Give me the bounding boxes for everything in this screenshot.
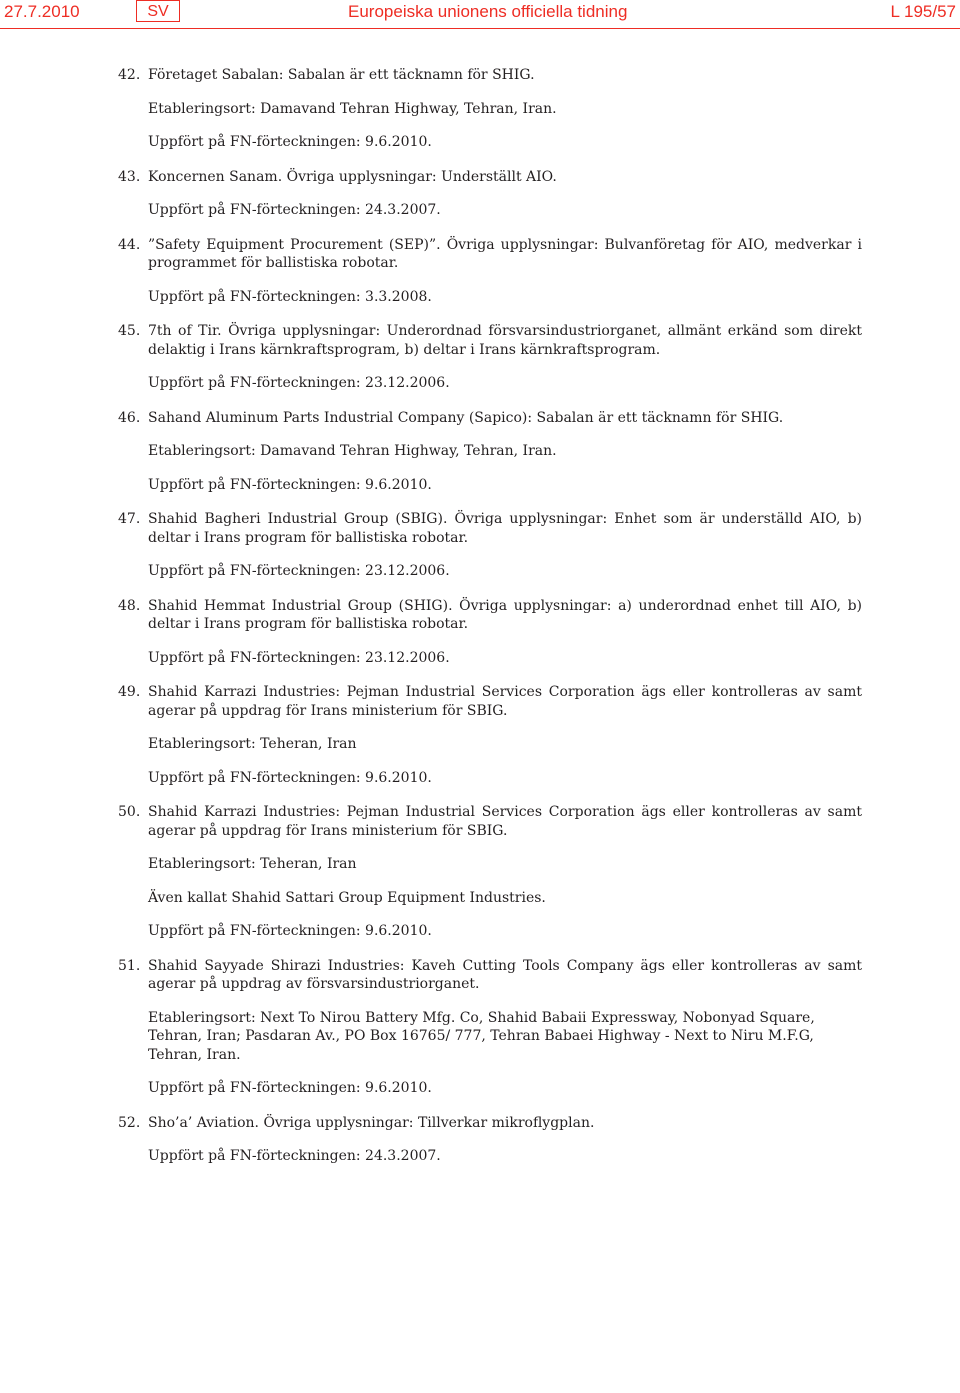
entry-number: 48. <box>118 597 141 614</box>
list-item <box>118 66 862 152</box>
list-item <box>118 683 862 787</box>
list-item <box>118 957 862 1098</box>
entry-text: Sahand Aluminum Parts Industrial Company (Sapico): Sabalan är ett täcknamn för SHIG. <box>148 409 784 426</box>
entry-heading <box>118 957 862 994</box>
entry-number: 45. <box>118 323 141 339</box>
list-item <box>118 510 862 581</box>
entry-detail: Uppfört på FN-förteckningen: 9.6.2010. <box>148 476 432 493</box>
entry-text: Shahid Karrazi Industries: Pejman Industrial Services Corporation ägs eller kontrolleras av samt agerar på uppdrag för Irans ministerium för SBIG. <box>148 804 862 839</box>
list-item <box>118 409 862 495</box>
entry-text: Shahid Hemmat Industrial Group (SHIG). Övriga upplysningar: a) underordnad enhet till AIO, b) deltar i Irans program för ballistiska robotar. <box>148 597 862 632</box>
entry-heading <box>118 236 862 273</box>
entry-heading <box>118 683 862 720</box>
entry-heading <box>118 803 862 840</box>
entry-detail: Uppfört på FN-förteckningen: 9.6.2010. <box>148 769 432 786</box>
entry-detail: Etableringsort: Damavand Tehran Highway, Tehran, Iran. <box>148 100 557 117</box>
entry-heading <box>118 510 862 547</box>
list-item <box>118 803 862 941</box>
entry-detail: Uppfört på FN-förteckningen: 9.6.2010. <box>148 1080 432 1096</box>
entry-number: 46. <box>118 409 141 426</box>
entry-text: Sho’a’ Aviation. Övriga upplysningar: Tillverkar mikroflygplan. <box>148 1114 595 1131</box>
entry-number: 50. <box>118 804 141 820</box>
entry-number: 51. <box>118 957 141 974</box>
entry-heading <box>118 168 862 187</box>
header-divider <box>0 28 960 29</box>
entry-detail: Uppfört på FN-förteckningen: 23.12.2006. <box>148 375 450 391</box>
entry-detail: Uppfört på FN-förteckningen: 3.3.2008. <box>148 288 432 305</box>
entry-detail: Uppfört på FN-förteckningen: 9.6.2010. <box>148 923 432 939</box>
entry-detail: Även kallat Shahid Sattari Group Equipment Industries. <box>148 889 546 906</box>
entry-detail: Uppfört på FN-förteckningen: 23.12.2006. <box>148 649 450 666</box>
entry-heading <box>118 597 862 634</box>
list-item <box>118 236 862 307</box>
language-badge: SV <box>136 0 180 22</box>
entry-text: Företaget Sabalan: Sabalan är ett täcknamn för SHIG. <box>148 67 535 83</box>
list-item <box>118 597 862 668</box>
entry-number: 52. <box>118 1114 141 1131</box>
entry-number: 43. <box>118 168 141 185</box>
list-item <box>118 1114 862 1166</box>
entry-detail: Uppfört på FN-förteckningen: 23.12.2006. <box>148 563 450 579</box>
entry-detail: Etableringsort: Next To Nirou Battery Mfg. Co, Shahid Babaii Expressway, Nobonyad Square, Tehran, Iran; Pasdaran Av., PO Box 16765/ 777, Tehran Babaei Highway - Next to Niru M.F.G, Tehran, Iran. <box>148 1009 815 1063</box>
page-reference: L 195/57 <box>890 2 956 21</box>
entry-detail: Uppfört på FN-förteckningen: 9.6.2010. <box>148 134 432 150</box>
entry-list <box>118 66 862 1182</box>
entry-detail: Etableringsort: Teheran, Iran <box>148 736 357 752</box>
entry-detail: Etableringsort: Teheran, Iran <box>148 856 357 872</box>
entry-text: Koncernen Sanam. Övriga upplysningar: Underställt AIO. <box>148 168 557 185</box>
list-item <box>118 168 862 220</box>
list-item <box>118 322 862 393</box>
entry-number: 47. <box>118 511 141 527</box>
journal-header <box>0 2 960 26</box>
entry-number: 44. <box>118 236 141 253</box>
entry-heading <box>118 409 862 428</box>
entry-number: 49. <box>118 684 141 700</box>
entry-detail: Etableringsort: Damavand Tehran Highway, Tehran, Iran. <box>148 443 557 459</box>
entry-text: ”Safety Equipment Procurement (SEP)”. Övriga upplysningar: Bulvanföretag för AIO, medverkar i programmet för ballistiska robotar. <box>148 236 862 271</box>
entry-heading <box>118 1114 862 1133</box>
publication-date: 27.7.2010 <box>4 2 80 21</box>
entry-text: Shahid Sayyade Shirazi Industries: Kaveh Cutting Tools Company ägs eller kontrolleras av samt agerar på uppdrag av försvarsindustriorganet. <box>148 957 862 992</box>
entry-detail: Uppfört på FN-förteckningen: 24.3.2007. <box>148 1148 441 1164</box>
entry-text: 7th of Tir. Övriga upplysningar: Underordnad försvarsindustriorganet, allmänt erkänd som direkt delaktig i Irans kärnkraftsprogram, b) deltar i Irans kärnkraftsprogram. <box>148 323 862 358</box>
entry-text: Shahid Karrazi Industries: Pejman Industrial Services Corporation ägs eller kontrolleras av samt agerar på uppdrag för Irans ministerium för SBIG. <box>148 684 862 719</box>
entry-number: 42. <box>118 67 141 83</box>
entry-heading <box>118 66 862 85</box>
journal-title: Europeiska unionens officiella tidning <box>348 2 628 21</box>
entry-text: Shahid Bagheri Industrial Group (SBIG). Övriga upplysningar: Enhet som är underställd AIO, b) deltar i Irans program för ballistiska robotar. <box>148 511 862 546</box>
entry-detail: Uppfört på FN-förteckningen: 24.3.2007. <box>148 202 441 218</box>
entry-heading <box>118 322 862 359</box>
